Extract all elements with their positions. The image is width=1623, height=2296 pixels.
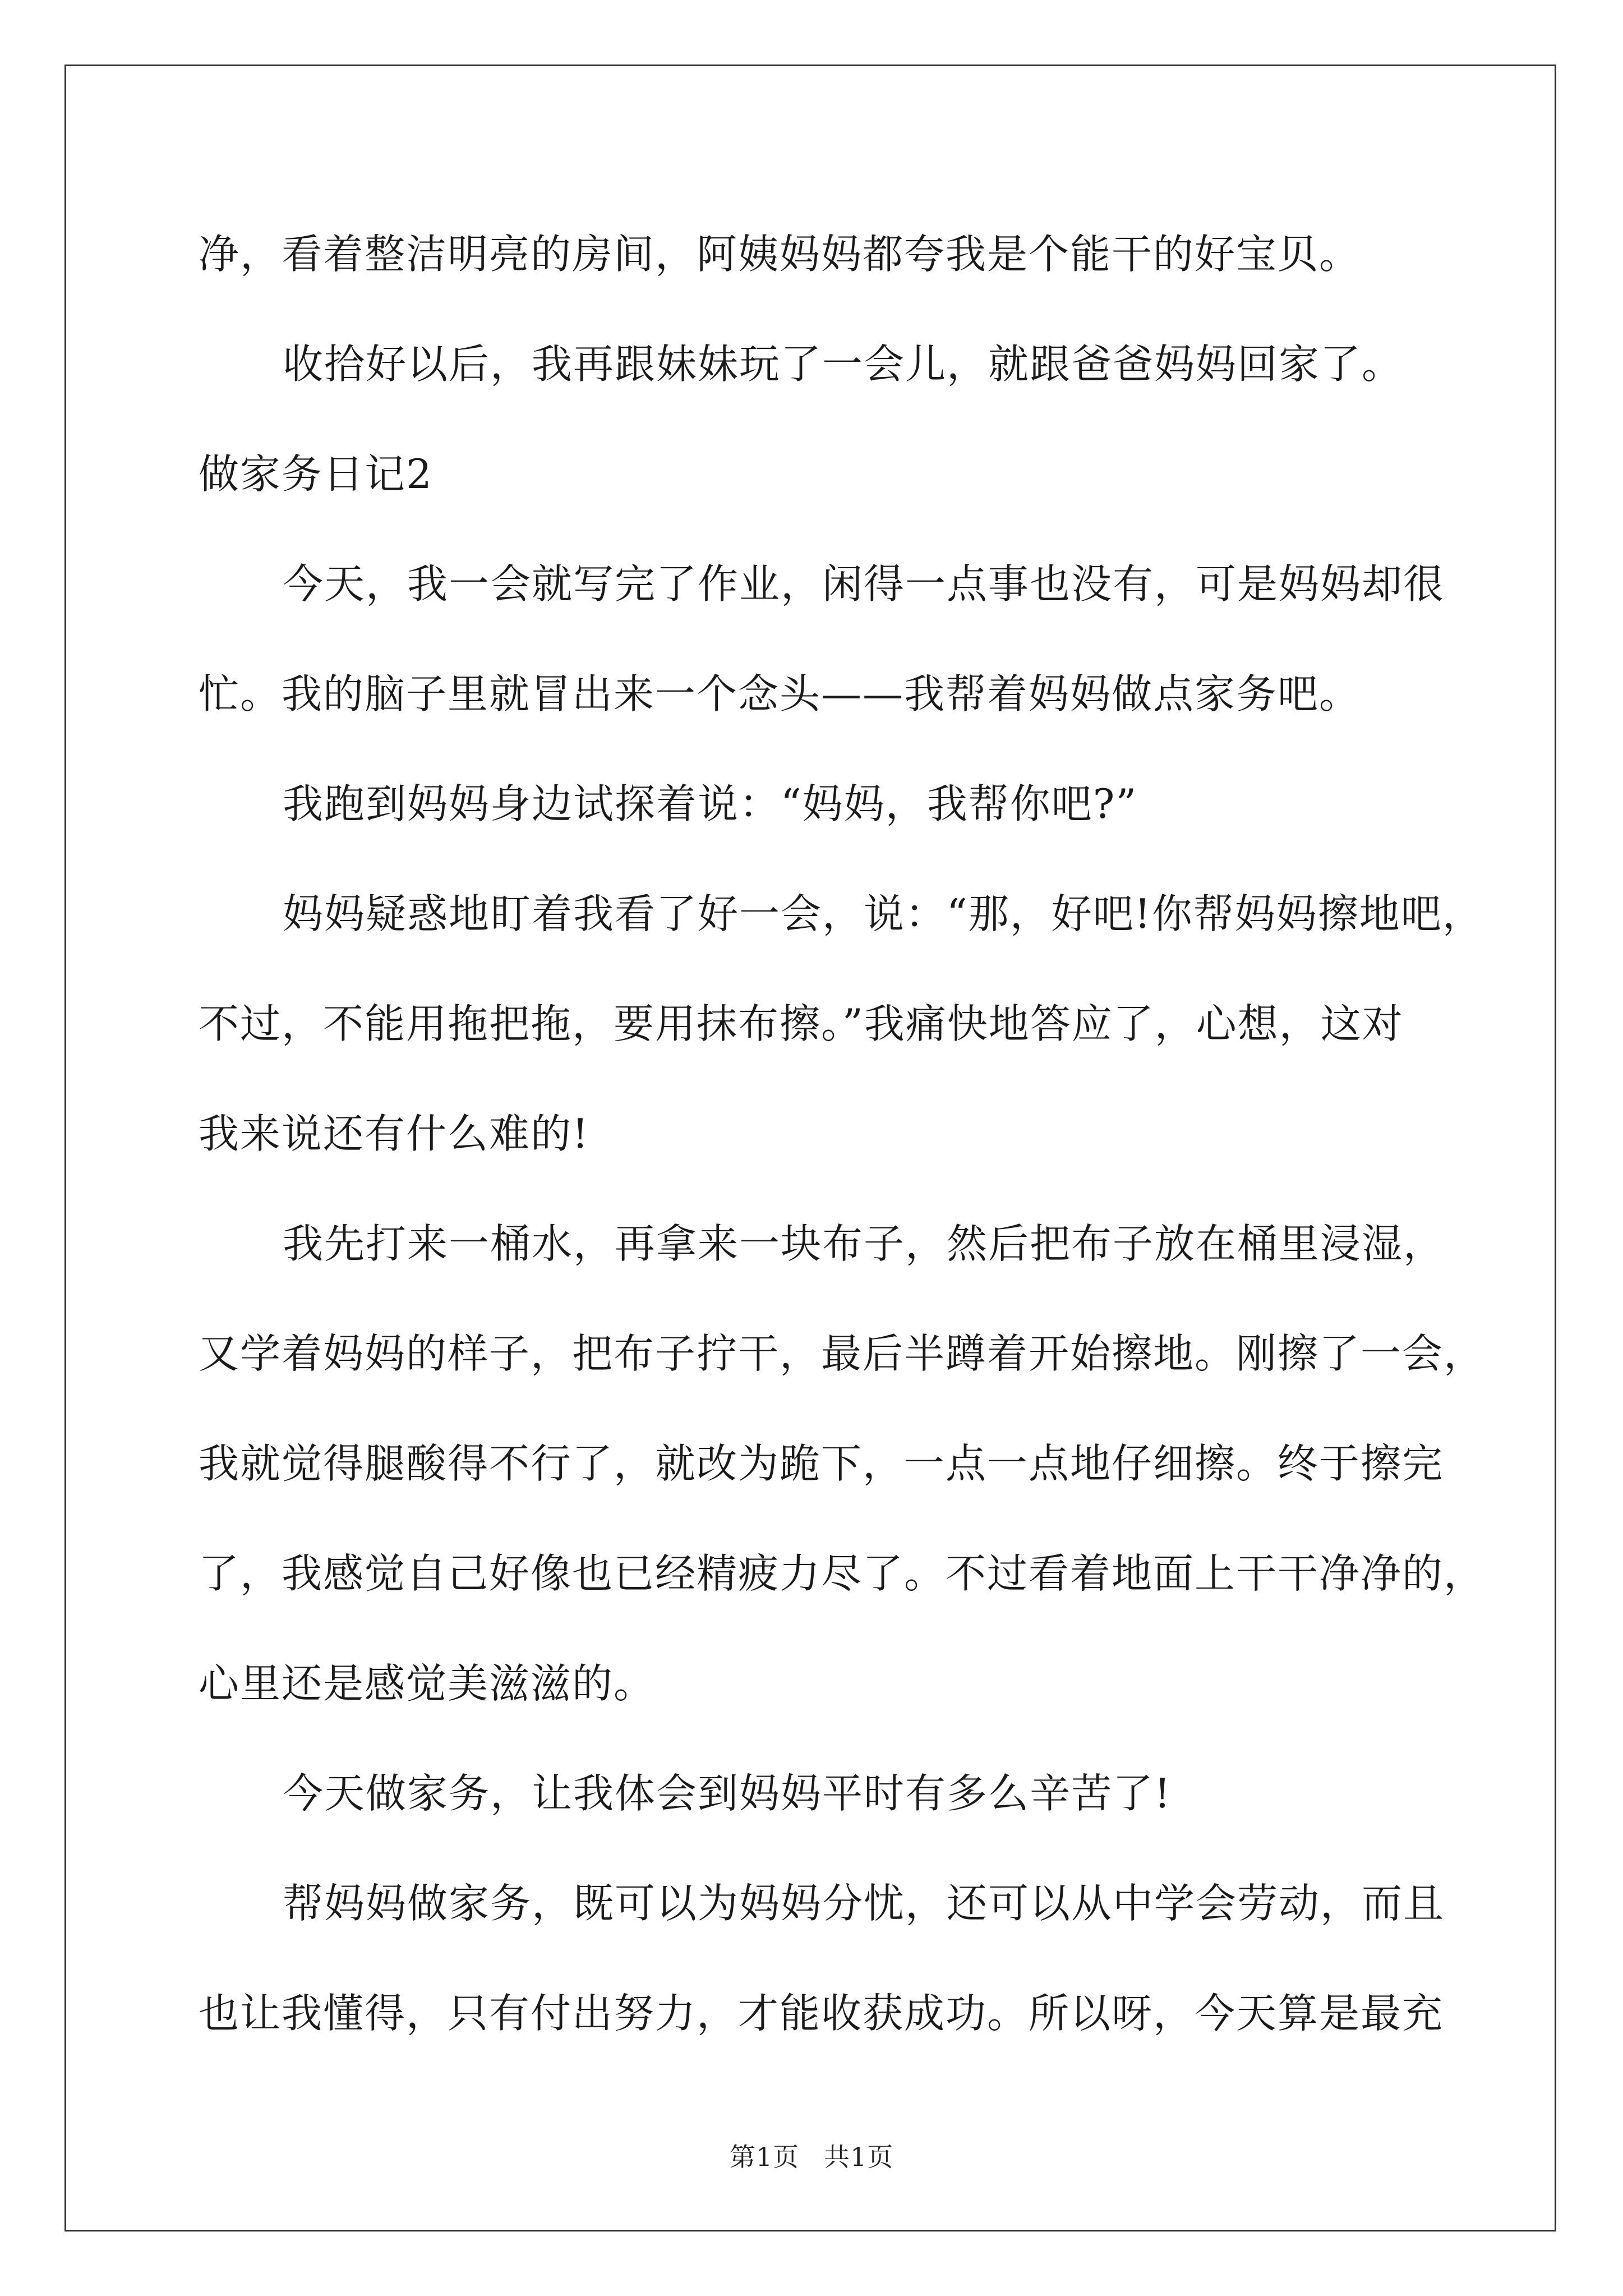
paragraph-start: 我跑到妈妈身边试探着说：“妈妈，我帮你吧?” — [283, 780, 1138, 827]
page-total: 共1页 — [824, 2142, 894, 2172]
text-line: 又学着妈妈的样子，把布子拧干，最后半蹲着开始擦地。刚擦了一会， — [199, 1330, 1486, 1377]
paragraph-start: 今天做家务，让我体会到妈妈平时有多么辛苦了! — [283, 1770, 1172, 1817]
paragraph-start: 我先打来一桶水，再拿来一块布子，然后把布子放在桶里浸湿， — [283, 1220, 1445, 1267]
text-line: 不过，不能用拖把拖，要用抹布擦。”我痛快地答应了，心想，这对 — [199, 1000, 1404, 1047]
section-heading: 做家务日记2 — [199, 450, 433, 498]
paragraph-start: 收拾好以后，我再跟妹妹玩了一会儿，就跟爸爸妈妈回家了。 — [283, 341, 1404, 388]
document-body — [199, 199, 1486, 2068]
paragraph-start: 帮妈妈做家务，既可以为妈妈分忧，还可以从中学会劳动，而且 — [283, 1880, 1445, 1927]
paragraph-start: 今天，我一会就写完了作业，闲得一点事也没有，可是妈妈却很 — [283, 560, 1445, 608]
page-footer — [0, 2140, 1623, 2174]
page-number: 第1页 — [729, 2142, 799, 2172]
text-line: 我来说还有什么难的! — [199, 1110, 589, 1157]
text-line: 了，我感觉自己好像也已经精疲力尽了。不过看着地面上干干净净的， — [199, 1550, 1486, 1597]
text-line: 忙。我的脑子里就冒出来一个念头——我帮着妈妈做点家务吧。 — [199, 670, 1361, 717]
text-line: 心里还是感觉美滋滋的。 — [199, 1660, 656, 1707]
text-line: 我就觉得腿酸得不行了，就改为跪下，一点一点地仔细擦。终于擦完 — [199, 1440, 1444, 1487]
text-line: 也让我懂得，只有付出努力，才能收获成功。所以呀，今天算是最充 — [199, 1990, 1444, 2037]
text-line: 净，看着整洁明亮的房间，阿姨妈妈都夸我是个能干的好宝贝。 — [199, 231, 1361, 278]
paragraph-start: 妈妈疑惑地盯着我看了好一会，说：“那，好吧!你帮妈妈擦地吧， — [283, 890, 1484, 937]
